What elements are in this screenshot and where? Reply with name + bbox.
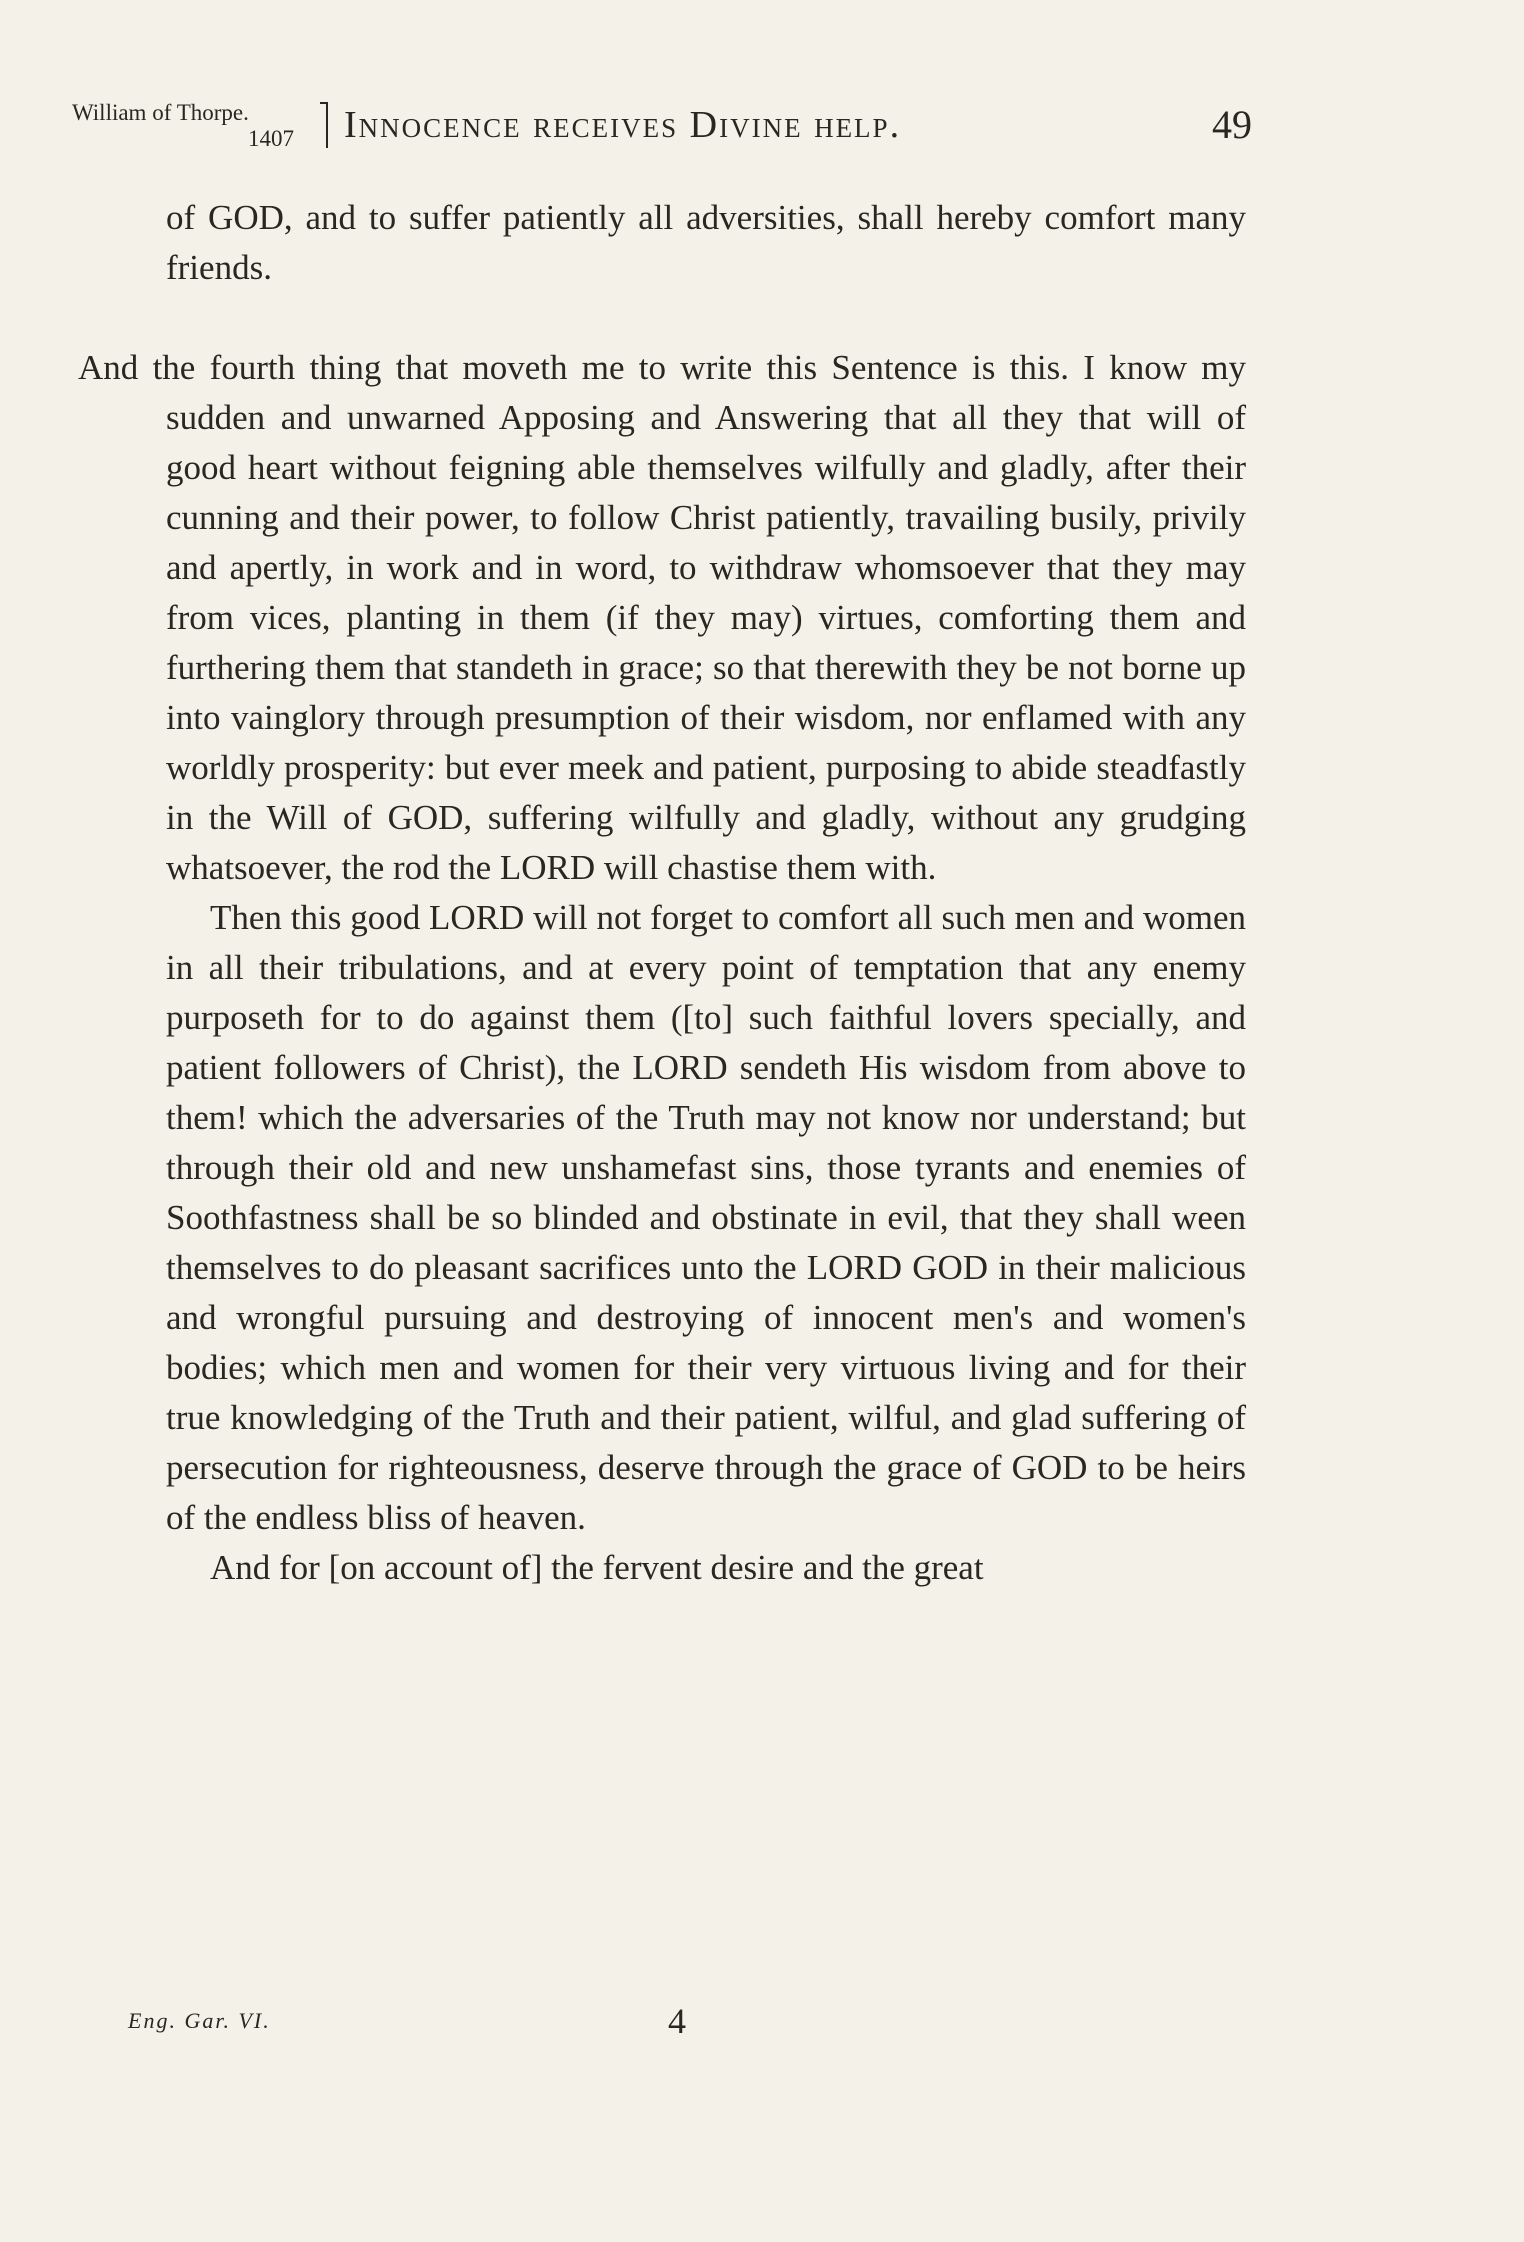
paragraph-and-for: And for [on account of] the fervent desire and the great [210,1548,984,1587]
body-text [78,193,1246,1593]
paragraph-fourth-thing: And the fourth thing that moveth me to write this Sentence is this. I know my sudden and unwarned Apposing and Answering that all they that will of good heart without feigning able themselves wilfully and gladly, after their cunning and their power, to follow Christ patiently, travailing busily, privily and apertly, in work and in word, to withdraw whomsoever that they may from vices, planting in them (if they may) virtues, comforting them and furthering them that standeth in grace; so that therewith they be not borne up into vainglory through presumption of their wisdom, nor enflamed with any worldly prosperity: but ever meek and patient, purposing to abide steadfastly in the Will of GOD, suffering wilfully and gladly, without any grudging whatsoever, the rod the LORD will chastise them with. [78,348,1246,887]
signature-line [128,2000,1228,2040]
signature-mark: Eng. Gar. VI. [128,2008,271,2033]
header-author: William of Thorpe. [72,100,249,125]
page-title: Innocence receives Divine help. [344,104,902,146]
header-bracket [320,102,328,148]
paragraph-then-this-good-lord: Then this good LORD will not forget to comfort all such men and women in all their tribulations, and at every point of temptation that any enemy purposeth for to do against them ([to] such faithful lovers specially, and patient followers of Christ), the LORD sendeth His wisdom from above to them! which the adversaries of the Truth may not know nor understand; but through their old and new unshamefast sins, those tyrants and enemies of Soothfastness shall be so blinded and obstinate in evil, that they shall ween themselves to do pleasant sacrifices unto the LORD GOD in their malicious and wrongful pursuing and destroying of innocent men's and women's bodies; which men and women for their very virtuous living and for their true knowledging of the Truth and their patient, wilful, and glad suffering of persecution for righteousness, deserve through the grace of GOD to be heirs of the endless bliss of heaven. [166,898,1246,1537]
page-number: 49 [1212,102,1252,147]
signature-number: 4 [668,2001,686,2041]
paragraph-continued: of GOD, and to suffer patiently all adversities, shall hereby comfort many friends. [166,198,1246,287]
running-header [72,96,1252,156]
header-year: 1407 [248,126,294,151]
